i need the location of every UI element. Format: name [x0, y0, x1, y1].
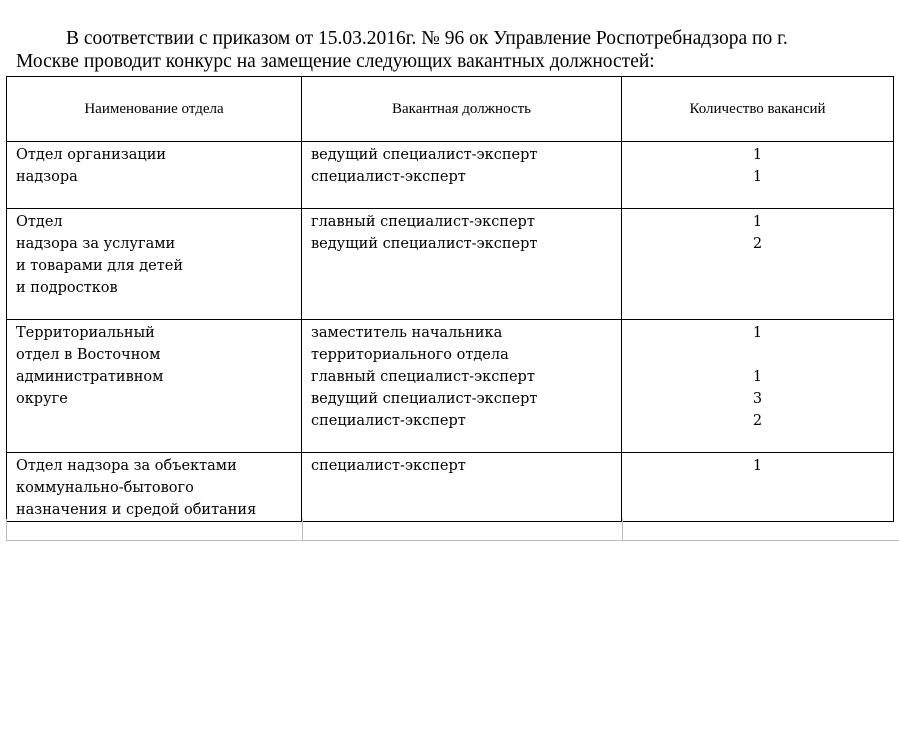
- count-value: 1: [752, 369, 763, 385]
- position-cell: [302, 320, 622, 453]
- department-line: надзора: [16, 169, 78, 185]
- position-line: специалист-эксперт: [311, 413, 466, 429]
- count-value: 2: [752, 236, 763, 252]
- table-row: [7, 453, 894, 522]
- department-line: надзора за услугами: [16, 236, 176, 252]
- position-line: ведущий специалист-эксперт: [311, 236, 538, 252]
- table-row: [7, 320, 894, 453]
- header-count: Количество вакансий: [622, 77, 894, 142]
- vacancy-table: [6, 76, 894, 522]
- count-cell: [622, 453, 894, 522]
- count-cell: [622, 142, 894, 209]
- department-line: Территориальный: [16, 325, 155, 341]
- department-line: округе: [16, 391, 68, 407]
- position-line: специалист-эксперт: [311, 169, 466, 185]
- position-cell: [302, 209, 622, 320]
- department-line: отдел в Восточном: [16, 347, 161, 363]
- table-row: [7, 142, 894, 209]
- department-line: Отдел надзора за объектами: [16, 458, 237, 474]
- count-cell: [622, 209, 894, 320]
- count-value: 1: [752, 147, 763, 163]
- department-line: назначения и средой обитания: [16, 502, 257, 518]
- department-line: и подростков: [16, 280, 118, 296]
- position-line: ведущий специалист-эксперт: [311, 147, 538, 163]
- count-value: 1: [752, 169, 763, 185]
- department-line: Отдел организации: [16, 147, 167, 163]
- position-line: главный специалист-эксперт: [311, 214, 535, 230]
- position-line: специалист-эксперт: [311, 458, 466, 474]
- empty-row-divider: [622, 519, 623, 540]
- count-value: 1: [752, 214, 763, 230]
- position-line: главный специалист-эксперт: [311, 369, 535, 385]
- position-line: ведущий специалист-эксперт: [311, 391, 538, 407]
- table-header-row: [7, 77, 894, 142]
- position-line: заместитель начальника: [311, 325, 503, 341]
- count-cell: [622, 320, 894, 453]
- count-value: 3: [752, 391, 763, 407]
- header-department: Наименование отдела: [7, 77, 302, 142]
- department-line: Отдел: [16, 214, 63, 230]
- position-cell: [302, 142, 622, 209]
- intro-line-1: В соответствии с приказом от 15.03.2016г. № 96 ок Управление Роспотребнадзора по г.: [66, 28, 788, 49]
- department-cell: [7, 142, 302, 209]
- header-position: Вакантная должность: [302, 77, 622, 142]
- count-value: 1: [752, 325, 763, 341]
- department-cell: [7, 320, 302, 453]
- empty-table-row: [6, 519, 899, 541]
- department-cell: [7, 209, 302, 320]
- position-cell: [302, 453, 622, 522]
- department-cell: [7, 453, 302, 522]
- empty-row-divider: [302, 519, 303, 540]
- count-value: [622, 344, 893, 366]
- intro-paragraph: [16, 27, 899, 73]
- department-line: административном: [16, 369, 164, 385]
- department-line: и товарами для детей: [16, 258, 183, 274]
- table-row: [7, 209, 894, 320]
- count-value: 2: [752, 413, 763, 429]
- department-line: коммунально-бытового: [16, 480, 194, 496]
- count-value: 1: [752, 458, 763, 474]
- position-line: территориального отдела: [311, 347, 509, 363]
- intro-line-2: Москве проводит конкурс на замещение следующих вакантных должностей:: [16, 51, 655, 72]
